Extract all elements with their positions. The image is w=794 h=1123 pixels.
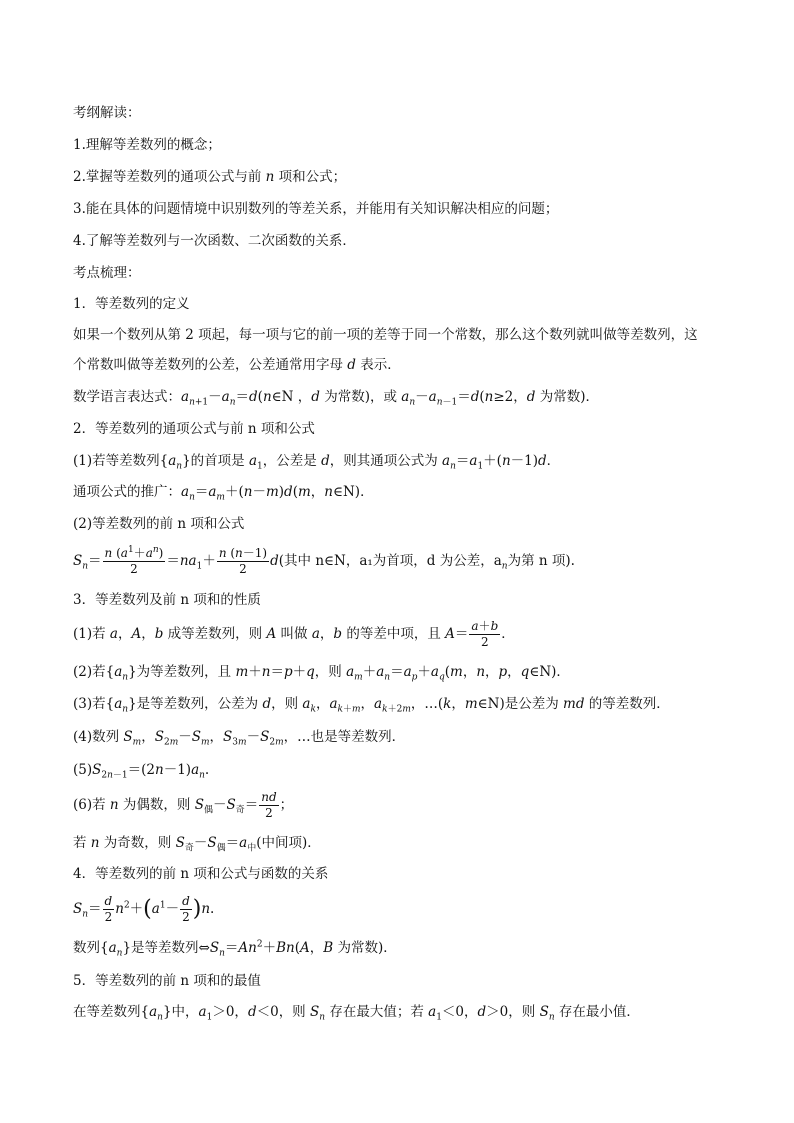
heading-5: 5．等差数列的前 n 项和的最值 [73,973,261,989]
syllabus-item-1: 1.理解等差数列的概念； [73,137,221,153]
property-1: (1)若 a，A，b 成等差数列，则 A 叫做 a，b 的等差中项，且 A＝ $\frac{a+b}{2}$ ． [73,619,515,649]
property-2: (2)若$\{a_n\}$为等差数列，且 m＋n＝p＋q，则 $a_m+a_n=a_p+a_q(m$，n，p，q∈N)． [73,664,570,683]
general-term-extension: 通项公式的推广：$a_n=a_m+(n-m)d(m$，n∈N)． [73,484,374,503]
syllabus-item-4: 4.了解等差数列与一次函数、二次函数的关系． [73,233,356,249]
syllabus-item-2: 2.掌握等差数列的通项公式与前 n 项和公式； [73,169,347,185]
paragraph-1-line-1: 如果一个数列从第 2 项起，每一项与它的前一项的差等于同一个常数，那么这个数列就叫做等差数列，这 [73,327,698,343]
extremum-statement: 在等差数列$\{a_n\}$中，$a_1>0$，d＜0，则 $S_n$ 存在最大值；若 $a_1<0$，d＞0，则 $S_n$ 存在最小值． [73,1004,640,1023]
sum-formula: $S_n=$ $\frac{n (a^1+a^n)}{2}$ $=na_1+$ $\frac{n (n-1)}{2}$ d(其中 n∈N，a₁为首项，d 为公差，$a_n$为第 n 项). [73,545,575,576]
section-title-points: 考点梳理： [73,265,141,281]
syllabus-item-3: 3.能在具体的问题情境中识别数列的等差关系，并能用有关知识解决相应的问题； [73,201,559,217]
function-relation-equivalence: 数列$\{a_n\}$是等差数列$\Leftrightarrow S_n=An^2+Bn(A$，B 为常数)． [73,939,397,959]
heading-4: 4．等差数列的前 n 项和公式与函数的关系 [73,866,329,882]
property-4: (4)数列 $S_m$，$S_{2m}-S_m$，$S_{3m}-S_{2m}$，…也是等差数列． [73,729,406,748]
property-7: 若 n 为奇数，则 $S_奇-S_偶=a_中$(中间项)． [73,835,321,854]
property-6: (6)若 n 为偶数，则 $S_偶-S_奇=$ $\frac{nd}{2}$ ； [73,790,294,820]
property-3: (3)若$\{a_n\}$是等差数列，公差为 d，则 $a_k$，$a_{k+m}$，$a_{k+2m}$，…(k，m∈N)是公差为 md 的等差数列． [73,696,670,715]
property-5: $(5)S_{2n-1}=(2n-1)a_n$. [73,762,210,781]
definition-formula: 数学语言表达式：$a_{n+1}-a_n=d(n\in N$ ，d 为常数)，或 $a_n-a_{n-1}=d(n\ge 2$，d 为常数)． [73,389,599,408]
heading-3: 3．等差数列及前 n 项和的性质 [73,592,261,608]
function-relation-formula: $S_n=$ $\frac{d}{2}$ $n^2+(a^1-$ $\frac{d}{2}$ )n. [73,894,215,924]
sum-formula-title: (2)等差数列的前 n 项和公式 [73,516,245,532]
heading-2: 2．等差数列的通项公式与前 n 项和公式 [73,421,315,437]
paragraph-1-line-2: 个常数叫做等差数列的公差，公差通常用字母 d 表示． [73,357,401,373]
general-term-formula: (1)若等差数列$\{a_n\}$的首项是 $a_1$，公差是 d，则其通项公式为 $a_n=a_1+(n-1)d$． [73,453,561,472]
section-title-syllabus: 考纲解读： [73,105,141,121]
heading-1: 1．等差数列的定义 [73,296,190,312]
